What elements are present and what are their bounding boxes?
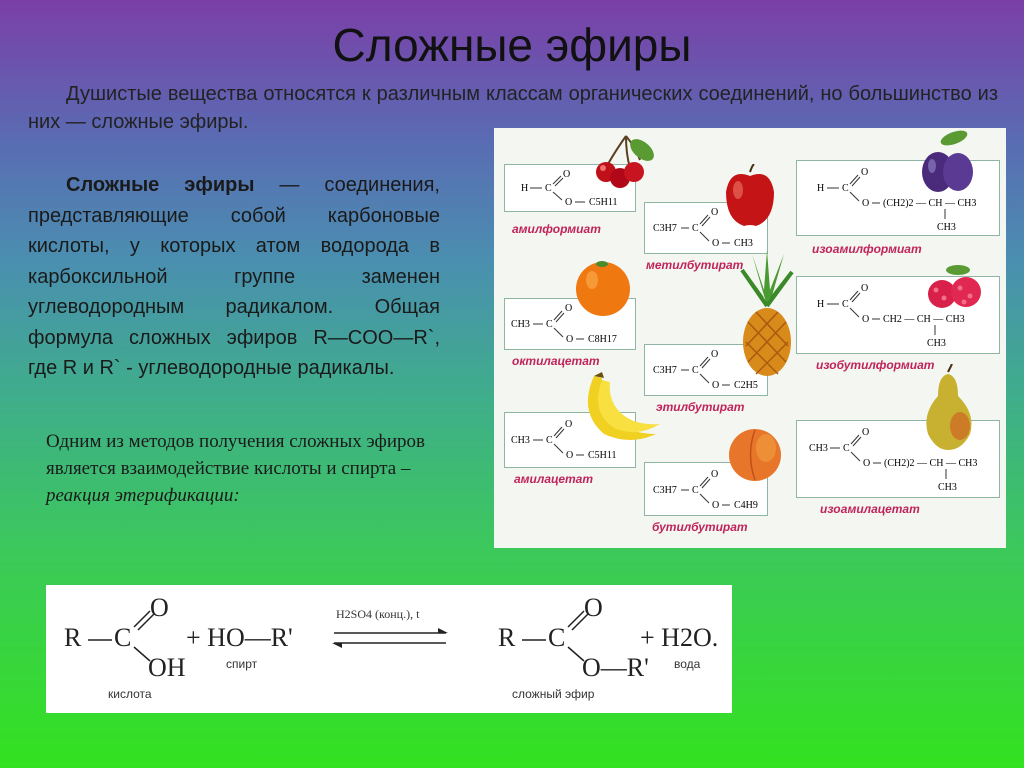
esterification-reaction bbox=[46, 585, 732, 713]
ester-branch: CH3 bbox=[927, 338, 946, 349]
svg-text:O: O bbox=[565, 303, 573, 314]
svg-text:C: C bbox=[842, 183, 849, 194]
ester-name: амилформиат bbox=[512, 222, 601, 236]
svg-text:O: O bbox=[861, 283, 869, 294]
svg-text:O: O bbox=[862, 198, 870, 209]
svg-text:C: C bbox=[546, 435, 553, 446]
acid-oh: OH bbox=[148, 653, 186, 682]
svg-text:C: C bbox=[692, 365, 699, 376]
svg-text:O: O bbox=[566, 334, 574, 345]
svg-text:C: C bbox=[546, 319, 553, 330]
svg-text:C: C bbox=[842, 299, 849, 310]
ester-radical: CH3 bbox=[511, 435, 530, 446]
ester-label: сложный эфир bbox=[512, 687, 595, 701]
svg-text:O: O bbox=[565, 419, 573, 430]
ester-name: изобутилформиат bbox=[816, 358, 935, 372]
acid-r: R bbox=[64, 623, 82, 652]
method-text: Одним из методов получения сложных эфиров является взаимодействие кислоты и спирта – bbox=[46, 431, 425, 479]
svg-text:C: C bbox=[692, 485, 699, 496]
svg-text:O: O bbox=[863, 458, 871, 469]
ester-radical: CH3 bbox=[809, 443, 828, 454]
ester-radical: C5H11 bbox=[589, 197, 618, 208]
ester-radical: CH3 bbox=[511, 319, 530, 330]
svg-text:C: C bbox=[843, 443, 850, 454]
svg-text:H: H bbox=[817, 299, 825, 310]
acid-label: кислота bbox=[108, 687, 152, 701]
svg-text:O: O bbox=[862, 314, 870, 325]
apple-icon bbox=[722, 164, 778, 228]
svg-text:O: O bbox=[711, 349, 719, 360]
svg-text:O: O bbox=[712, 238, 720, 249]
svg-text:O: O bbox=[712, 380, 720, 391]
svg-text:O: O bbox=[862, 427, 870, 438]
svg-text:H: H bbox=[521, 183, 529, 194]
ester-radical: CH3 bbox=[734, 238, 753, 249]
ester-radical: (CH2)2 — CH — CH3 bbox=[883, 198, 977, 209]
water-formula: + H2O. bbox=[640, 623, 719, 652]
definition-term: Сложные эфиры bbox=[66, 174, 255, 196]
method-paragraph bbox=[46, 428, 446, 509]
esters-panel bbox=[494, 128, 1006, 548]
water-label: вода bbox=[674, 657, 701, 671]
definition-paragraph bbox=[28, 170, 440, 384]
acid-c: C bbox=[114, 623, 132, 652]
svg-text:H: H bbox=[817, 183, 825, 194]
ester-name: метилбутират bbox=[646, 258, 744, 272]
alcohol-formula: + HO—R' bbox=[186, 623, 293, 652]
alcohol-label: спирт bbox=[226, 657, 258, 671]
svg-text:O: O bbox=[565, 197, 573, 208]
plum-icon bbox=[918, 130, 978, 196]
ester-radical: C2H5 bbox=[734, 380, 758, 391]
ester-r: R bbox=[498, 623, 516, 652]
ester-radical: C5H11 bbox=[588, 450, 617, 461]
ester-radical: C3H7 bbox=[653, 485, 677, 496]
ester-radical: C3H7 bbox=[653, 223, 677, 234]
reaction-conditions: H2SO4 (конц.), t bbox=[336, 607, 420, 621]
peach-icon bbox=[726, 426, 784, 482]
acid-o: O bbox=[150, 593, 169, 622]
slide-title: Сложные эфиры bbox=[332, 19, 692, 71]
pear-icon bbox=[918, 364, 978, 452]
ester-name: амилацетат bbox=[514, 472, 594, 486]
ester-name: изоамилформиат bbox=[812, 242, 922, 256]
method-italic: реакция этерификации: bbox=[46, 485, 240, 506]
definition-text: — соединения, представляющие собой карбоновые кислоты, у которых атом водорода в карбоксильной группе заменен углеводородным радикалом. Общая формула сложных эфиров R—COO—R`, где R и R` - углеводородные радикалы. bbox=[28, 174, 440, 379]
svg-text:O: O bbox=[861, 167, 869, 178]
orange-icon bbox=[574, 256, 632, 318]
intro-text: Душистые вещества относятся к различным классам органических соединений, но большинство из них — сложные эфиры. bbox=[28, 83, 998, 133]
svg-text:O: O bbox=[711, 207, 719, 218]
svg-text:C: C bbox=[692, 223, 699, 234]
ester-o-double: O bbox=[584, 593, 603, 622]
ester-radical: CH2 — CH — CH3 bbox=[883, 314, 965, 325]
banana-icon bbox=[580, 372, 662, 448]
svg-text:O: O bbox=[566, 450, 574, 461]
ester-branch: CH3 bbox=[937, 222, 956, 233]
svg-text:O: O bbox=[563, 169, 571, 180]
pineapple-icon bbox=[738, 250, 796, 378]
ester-c: C bbox=[548, 623, 566, 652]
svg-text:O: O bbox=[712, 500, 720, 511]
ester-or: O—R' bbox=[582, 653, 649, 682]
ester-branch: CH3 bbox=[938, 482, 957, 493]
ester-radical: C3H7 bbox=[653, 365, 677, 376]
svg-text:O: O bbox=[711, 469, 719, 480]
ester-radical: C4H9 bbox=[734, 500, 758, 511]
ester-radical: (CH2)2 — CH — CH3 bbox=[884, 458, 978, 469]
ester-name: октилацетат bbox=[512, 354, 600, 368]
ester-radical: C8H17 bbox=[588, 334, 617, 345]
raspberry-icon bbox=[924, 262, 986, 316]
ester-name: этилбутират bbox=[656, 400, 745, 414]
ester-name: изоамилацетат bbox=[820, 502, 920, 516]
ester-name: бутилбутират bbox=[652, 520, 748, 534]
cherry-icon bbox=[586, 130, 658, 192]
svg-text:C: C bbox=[545, 183, 552, 194]
